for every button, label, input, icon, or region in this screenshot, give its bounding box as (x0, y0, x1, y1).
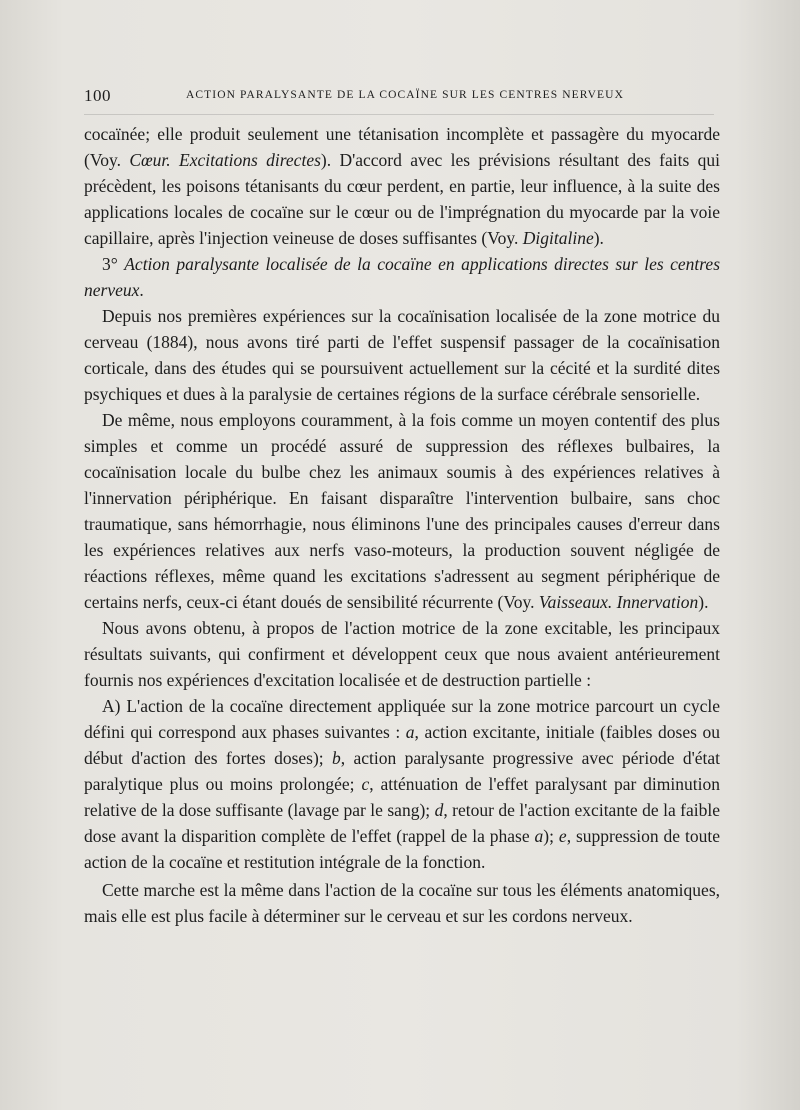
phase-letter-e: e (558, 826, 567, 846)
section-heading-3 (84, 251, 720, 303)
p4-text: De même, nous employons couramment, à la fois comme un moyen contentif des plus simples et comme un procédé assuré de suppression des réflexes bulbaires, la cocaïnisation locale du bulbe chez les animaux soumis à des expériences relatives à l'innervation périphérique. En faisant disparaître l'intervention bulbaire, sans choc traumatique, sans hémorrhagie, nous éliminons l'une des principales causes d'erreur dans les expériences relatives aux nerfs vaso-moteurs, la production souvent négligée de réactions réflexes, même quand les excitations s'adressent au segment périphérique de certains nerfs, ceux-ci étant doués de sensibilité récurrente (Voy. (84, 410, 720, 612)
page-header (84, 86, 714, 110)
p1-ref-coeur: Cœur. Excitations directes (129, 150, 321, 170)
section-title: Action paralysante localisée de la cocaïne en applications directes sur les centres nerveux (84, 254, 721, 300)
p6-text-a: A) L'action de la cocaïne directement appliquée sur la zone motrice parcourt un cycle défini qui correspond aux phases suivantes : (84, 696, 720, 742)
p6-text-b: , action excitante, initiale (faibles doses ou début d'action des fortes doses); (84, 722, 720, 768)
phase-letter-a-recall: a (534, 826, 544, 846)
paragraph-4 (84, 407, 720, 615)
p4-ref-vaisseaux: Vaisseaux. Innervation (538, 592, 699, 612)
running-title: ACTION PARALYSANTE DE LA COCAÏNE SUR LES CENTRES NERVEUX (186, 89, 624, 101)
paragraph-5: Nous avons obtenu, à propos de l'action motrice de la zone excitable, les principaux résultats suivants, qui confirment et développent ceux que nous avaient antérieurement fournis nos expériences d'excitation localisée et de destruction partielle : (84, 618, 720, 690)
section-number: 3° (102, 254, 125, 274)
p1-ref-digitaline: Digitaline (522, 228, 594, 248)
p6-text-e: , retour de l'action excitante de la faible dose avant la disparition complète de l'effet (rappel de la phase (84, 800, 720, 846)
phase-letter-c: c (361, 774, 370, 794)
p1-text-c: ). (593, 228, 604, 248)
paragraph-7: Cette marche est la même dans l'action de la cocaïne sur tous les éléments anatomiques, mais elle est plus facile à déterminer sur le cerveau et sur les cordons nerveux. (84, 880, 720, 926)
p6-text-c: , action paralysante progressive avec période d'état paralytique plus ou moins prolongée; (84, 748, 720, 794)
header-rule (84, 114, 714, 115)
paragraph-1 (84, 121, 720, 251)
p6-text-g: , suppression de toute action de la cocaïne et restitution intégrale de la fonction. (84, 826, 720, 872)
phase-letter-a: a (405, 722, 415, 742)
page-number: 100 (84, 86, 111, 105)
p1-text-a: cocaïnée; elle produit seulement une tétanisation incomplète et passagère du myocarde (Voy. (84, 124, 720, 170)
p4-text-end: ). (698, 592, 709, 612)
p6-text-d: , atténuation de l'effet paralysant par diminution relative de la dose suffisante (lavage par le sang); (84, 774, 720, 820)
section-title-end: . (139, 280, 144, 300)
p6-text-f: ); (543, 826, 559, 846)
body-text (84, 121, 720, 929)
paragraph-3: Depuis nos premières expériences sur la cocaïnisation localisée de la zone motrice du cerveau (1884), nous avons tiré parti de l'effet suspensif passager de la cocaïnisation corticale, dans des études qui se poursuivent actuellement sur la cécité et la surdité dites psychiques et dues à la paralysie de certaines régions de la surface cérébrale sensorielle. (84, 306, 720, 404)
paragraph-6 (84, 693, 720, 875)
p1-text-b: ). D'accord avec les prévisions résultant des faits qui précèdent, les poisons tétanisants du cœur perdent, en partie, leur influence, à la suite des applications locales de cocaïne sur le cœur ou de l'imprégnation du myocarde par la voie capillaire, après l'injection veineuse de doses suffisantes (Voy. (84, 150, 720, 248)
phase-letter-b: b (332, 748, 341, 768)
phase-letter-d: d (434, 800, 444, 820)
